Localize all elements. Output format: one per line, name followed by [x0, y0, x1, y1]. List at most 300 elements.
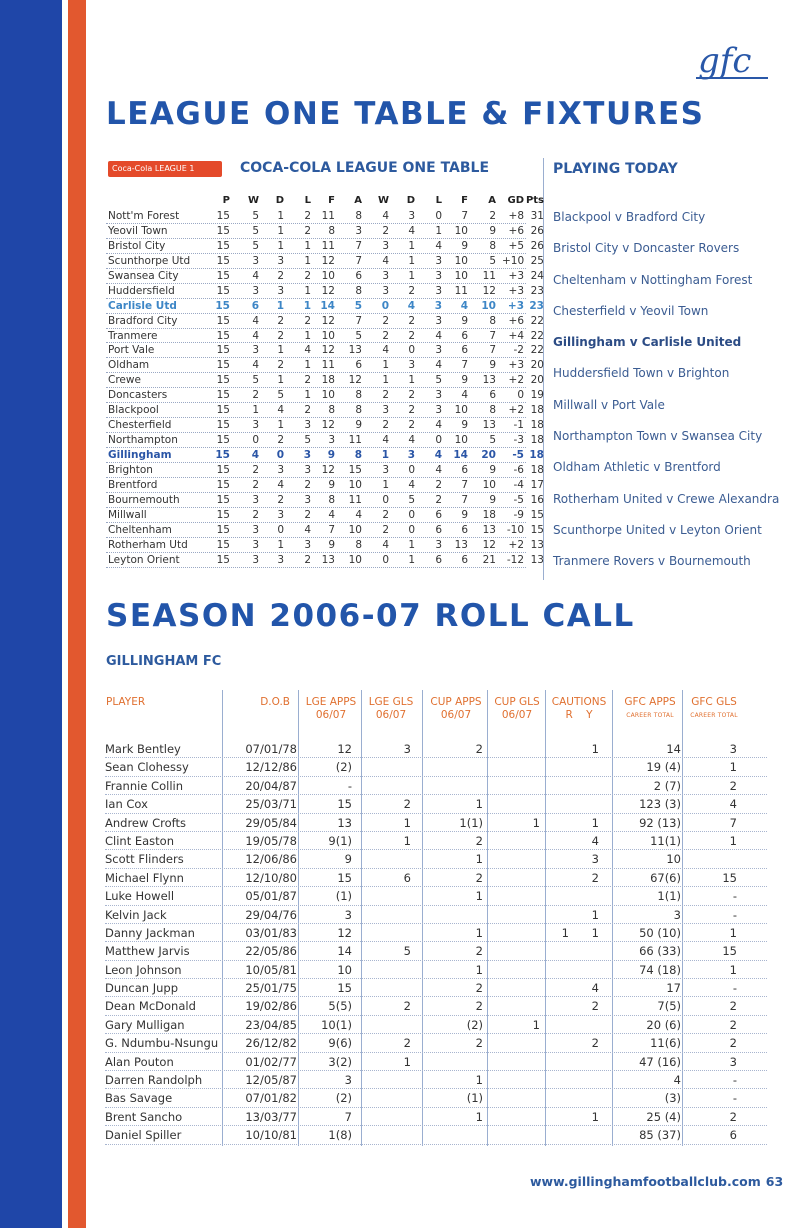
player-gfc-apps: 7(5)	[657, 999, 681, 1014]
league-cell: 2	[382, 314, 389, 327]
fixture-item: Blackpool v Bradford City	[553, 210, 706, 224]
red-side-stripe	[68, 0, 86, 1228]
league-cell: 15	[530, 523, 544, 536]
player-row	[105, 869, 767, 887]
league-cell: 4	[355, 508, 362, 521]
player-lge-gls: 2	[403, 797, 411, 812]
league-row	[106, 493, 544, 508]
league-cell: 12	[321, 344, 335, 357]
player-gfc-gls: 4	[729, 797, 737, 812]
player-lge-apps: 3	[344, 907, 352, 922]
league-cell: 10	[348, 523, 362, 536]
league-cell: 6	[435, 523, 442, 536]
fixtures-list	[553, 202, 780, 578]
league-cell: 6	[435, 553, 442, 566]
player-cup-apps: 2	[475, 870, 483, 885]
team-name: Cheltenham	[108, 523, 172, 536]
league-cell: 15	[216, 463, 230, 476]
league-cell: 8	[328, 493, 335, 506]
league-cell: 2	[304, 553, 311, 566]
league-cell: 2	[382, 523, 389, 536]
player-row	[105, 777, 767, 795]
league-cell: 3	[328, 434, 335, 447]
player-dob: 19/05/78	[245, 833, 297, 848]
league-cell: 2	[382, 224, 389, 237]
club-title: GILLINGHAM FC	[106, 654, 222, 669]
league-cell: 9	[489, 463, 496, 476]
header-lge-apps: LGE APPS 06/07	[305, 696, 357, 721]
league-cell: 4	[252, 314, 259, 327]
league-cell: 2	[408, 284, 415, 297]
league-cell: 23	[530, 284, 544, 297]
player-row	[105, 814, 767, 832]
league-cell: 2	[408, 419, 415, 432]
league-cell: 2	[304, 374, 311, 387]
team-name: Bradford City	[108, 314, 178, 327]
league-cell: 13	[530, 553, 544, 566]
league-cell: 2	[435, 493, 442, 506]
player-lge-apps: 12	[337, 925, 352, 940]
league-cell: 4	[435, 239, 442, 252]
league-col-header: F	[461, 195, 468, 206]
league-cell: 3	[435, 389, 442, 402]
player-name: Michael Flynn	[105, 870, 184, 885]
league-cell: 15	[215, 299, 230, 312]
league-cell: 4	[408, 224, 415, 237]
player-gfc-gls: -	[732, 981, 737, 996]
fixture-item: Tranmere Rovers v Bournemouth	[553, 554, 751, 569]
header-cup-gls: CUP GLS 06/07	[494, 696, 540, 721]
player-lge-apps: 3(2)	[328, 1054, 352, 1069]
player-name: Scott Flinders	[105, 852, 184, 867]
player-lge-apps: 15	[337, 870, 352, 885]
team-name: Blackpool	[108, 404, 159, 417]
team-name: Scunthorpe Utd	[108, 254, 191, 267]
player-dob: 10/10/81	[245, 1128, 297, 1143]
league-cell: 2	[489, 210, 496, 222]
league-cell: 4	[382, 538, 389, 551]
league-cell: 15	[216, 493, 230, 506]
league-cell: 3	[407, 449, 415, 461]
league-cell: 20	[530, 359, 544, 372]
league-cell: 0	[408, 508, 415, 521]
league-cell: 15	[216, 508, 230, 521]
league-cell: 3	[277, 463, 284, 476]
player-gfc-apps: 123 (3)	[639, 797, 681, 812]
player-gfc-gls: 2	[729, 778, 737, 793]
player-y: 4	[591, 833, 599, 848]
league-cell: 8	[355, 210, 362, 222]
player-dob: 13/03/77	[245, 1109, 297, 1124]
league-cell: 10	[454, 224, 468, 237]
league-cell: 14	[320, 299, 335, 312]
league-cell: 4	[382, 254, 389, 267]
league-cell: 10	[454, 404, 468, 417]
league-cell: 15	[216, 359, 230, 372]
league-cell: 19	[530, 389, 544, 402]
team-name: Nott'm Forest	[108, 210, 180, 222]
player-cup-apps: 1(1)	[459, 815, 483, 830]
player-y: 2	[591, 1036, 599, 1051]
league-cell: 1	[382, 359, 389, 372]
header-cautions: CAUTIONS R Y	[551, 696, 607, 721]
league-col-header: P	[222, 195, 230, 206]
fixture-item: Cheltenham v Nottingham Forest	[553, 272, 753, 287]
player-gfc-gls: 1	[729, 925, 737, 940]
league-cell: 3	[277, 553, 284, 566]
league-row	[106, 463, 544, 478]
player-gfc-apps: 74 (18)	[639, 962, 681, 977]
player-lge-apps: (1)	[335, 889, 352, 904]
player-dob: 10/05/81	[245, 962, 297, 977]
player-cup-apps: 1	[475, 1109, 483, 1124]
league-cell: 4	[435, 463, 442, 476]
player-gfc-apps: 50 (10)	[639, 925, 681, 940]
league-cell: 13	[321, 553, 335, 566]
league-cell: 15	[216, 344, 230, 357]
league-cell: -5	[513, 493, 524, 506]
team-name: Swansea City	[108, 269, 179, 282]
player-name: Gary Mulligan	[105, 1017, 185, 1032]
player-cup-apps: 2	[475, 833, 483, 848]
league-cell: 3	[303, 449, 311, 461]
player-cup-apps: 1	[475, 1073, 483, 1088]
player-lge-gls: 1	[403, 1054, 411, 1069]
league-cell: 15	[215, 449, 230, 461]
league-cell: +8	[508, 210, 524, 222]
league-cell: 8	[355, 389, 362, 402]
league-cell: 15	[216, 404, 230, 417]
league-cell: 3	[382, 284, 389, 297]
league-cell: 4	[382, 210, 389, 222]
player-name: Dean McDonald	[105, 999, 196, 1014]
league-cell: 8	[354, 449, 362, 461]
league-cell: 5	[489, 434, 496, 447]
player-gfc-gls: -	[732, 1073, 737, 1088]
league-table-header	[106, 194, 544, 209]
league-cell: +5	[508, 239, 524, 252]
league-table-title: COCA-COLA LEAGUE ONE TABLE	[240, 160, 490, 176]
league-cell: 4	[382, 434, 389, 447]
team-name: Port Vale	[108, 344, 155, 357]
league-cell: 3	[382, 239, 389, 252]
league-cell: -10	[506, 523, 524, 536]
league-cell: 31	[530, 210, 544, 222]
league-cell: 9	[328, 538, 335, 551]
league-cell: 15	[216, 538, 230, 551]
league-cell: 1	[382, 478, 389, 491]
league-row	[106, 284, 544, 299]
league-cell: 15	[216, 254, 230, 267]
player-gfc-apps: 14	[666, 742, 681, 756]
league-cell: 9	[461, 239, 468, 252]
league-cell: 12	[321, 254, 335, 267]
league-cell: 0	[382, 553, 389, 566]
player-row	[105, 1126, 767, 1144]
league-cell: 13	[482, 374, 496, 387]
league-cell: 12	[321, 314, 335, 327]
league-cell: 9	[461, 419, 468, 432]
player-row	[105, 740, 767, 758]
player-row	[105, 906, 767, 924]
league-cell: 7	[355, 254, 362, 267]
league-cell: 15	[216, 224, 230, 237]
sponsor-badge: Coca-Cola LEAGUE 1	[108, 161, 222, 177]
league-cell: 2	[304, 210, 311, 222]
league-cell: 8	[328, 224, 335, 237]
league-col-header: A	[488, 195, 496, 206]
league-cell: 0	[382, 493, 389, 506]
player-gfc-gls: 1	[729, 962, 737, 977]
league-cell: 0	[408, 344, 415, 357]
player-gfc-gls: 2	[729, 1036, 737, 1051]
league-cell: 3	[355, 224, 362, 237]
player-gfc-apps: (3)	[664, 1091, 681, 1106]
player-gfc-apps: 17	[666, 981, 681, 996]
team-name: Yeovil Town	[108, 224, 168, 237]
playing-today-title: PLAYING TODAY	[553, 161, 678, 177]
league-cell: 0	[276, 449, 284, 461]
league-cell: 7	[355, 314, 362, 327]
league-cell: -9	[513, 508, 524, 521]
league-cell: +4	[508, 329, 524, 342]
league-col-header: Pts	[525, 195, 544, 206]
player-name: Kelvin Jack	[105, 907, 167, 922]
league-cell: 1	[304, 329, 311, 342]
league-row	[106, 314, 544, 329]
league-heading: LEAGUE ONE TABLE & FIXTURES	[106, 96, 705, 132]
player-cup-apps: 1	[475, 797, 483, 812]
league-cell: 4	[251, 449, 259, 461]
league-cell: 1	[277, 210, 284, 222]
league-cell: 2	[408, 389, 415, 402]
league-cell: 10	[321, 389, 335, 402]
player-lge-apps: 7	[344, 1109, 352, 1124]
league-cell: 3	[382, 269, 389, 282]
league-cell: 22	[530, 344, 544, 357]
league-cell: 8	[355, 284, 362, 297]
league-row	[106, 448, 544, 463]
league-cell: 11	[482, 269, 496, 282]
team-name: Leyton Orient	[108, 553, 180, 566]
league-cell: 7	[461, 478, 468, 491]
player-gfc-gls: 1	[729, 760, 737, 775]
league-cell: 15	[530, 508, 544, 521]
player-gfc-gls: 7	[729, 815, 737, 830]
player-lge-apps: 5(5)	[328, 999, 352, 1014]
league-cell: 3	[435, 254, 442, 267]
league-cell: 3	[408, 210, 415, 222]
player-row	[105, 795, 767, 813]
player-name: Ian Cox	[105, 797, 148, 812]
team-name: Brighton	[108, 463, 153, 476]
player-lge-apps: 9	[344, 852, 352, 867]
player-dob: 12/05/87	[245, 1073, 297, 1088]
league-cell: 11	[321, 210, 335, 222]
league-cell: 22	[530, 314, 544, 327]
player-gfc-gls: -	[732, 1091, 737, 1106]
league-cell: 6	[489, 389, 496, 402]
league-cell: 3	[382, 404, 389, 417]
league-cell: 6	[461, 463, 468, 476]
player-dob: 25/03/71	[245, 797, 297, 812]
league-cell: 3	[408, 359, 415, 372]
league-cell: 20	[481, 449, 496, 461]
player-cup-apps: 1	[475, 962, 483, 977]
player-y: 1	[591, 925, 599, 940]
team-name: Crewe	[108, 374, 141, 387]
player-gfc-gls: 2	[729, 999, 737, 1014]
player-gfc-apps: 2 (7)	[653, 778, 681, 793]
league-cell: 5	[252, 210, 259, 222]
player-lge-gls: 3	[403, 742, 411, 756]
league-cell: 0	[381, 299, 389, 312]
player-lge-gls: 6	[403, 870, 411, 885]
player-cup-apps: (2)	[466, 1017, 483, 1032]
league-cell: 2	[304, 508, 311, 521]
player-gfc-apps: 1(1)	[657, 889, 681, 904]
league-cell: 2	[382, 508, 389, 521]
league-cell: 3	[252, 553, 259, 566]
player-y: 3	[591, 852, 599, 867]
fixture-item: Gillingham v Carlisle United	[553, 335, 742, 350]
league-cell: 4	[434, 449, 442, 461]
league-cell: 1	[381, 449, 389, 461]
league-cell: 18	[530, 404, 544, 417]
player-cup-apps: 2	[475, 742, 483, 756]
league-cell: 7	[489, 344, 496, 357]
league-cell: 5	[252, 374, 259, 387]
league-cell: 3	[304, 419, 311, 432]
league-cell: -6	[513, 463, 524, 476]
league-cell: 5	[277, 389, 284, 402]
league-cell: +3	[508, 269, 524, 282]
player-cup-apps: 2	[475, 999, 483, 1014]
league-cell: 2	[277, 269, 284, 282]
league-cell: 15	[216, 284, 230, 297]
league-cell: 15	[216, 329, 230, 342]
league-row	[106, 239, 544, 254]
league-cell: 2	[408, 404, 415, 417]
league-cell: 4	[408, 434, 415, 447]
player-gfc-apps: 19 (4)	[646, 760, 681, 775]
page-number: 63	[765, 1174, 784, 1189]
league-cell: 3	[435, 404, 442, 417]
league-cell: 1	[277, 224, 284, 237]
player-name: Mark Bentley	[105, 742, 181, 756]
league-cell: 7	[461, 359, 468, 372]
league-cell: +3	[508, 359, 524, 372]
player-name: Alan Pouton	[105, 1054, 174, 1069]
league-table	[106, 194, 544, 568]
player-y: 1	[591, 742, 599, 756]
league-cell: 8	[489, 239, 496, 252]
player-cup-gls: 1	[532, 815, 540, 830]
player-lge-gls: 2	[403, 1036, 411, 1051]
league-cell: 25	[530, 254, 544, 267]
footer-url[interactable]: www.gillinghamfootballclub.com	[530, 1174, 761, 1189]
league-cell: 13	[530, 538, 544, 551]
blue-side-stripe	[0, 0, 62, 1228]
league-cell: 3	[434, 299, 442, 312]
league-cell: -3	[513, 434, 524, 447]
roll-call-table	[105, 740, 767, 1145]
player-lge-gls: 1	[403, 815, 411, 830]
league-cell: 9	[327, 449, 335, 461]
league-cell: 7	[461, 210, 468, 222]
fixture-item: Scunthorpe United v Leyton Orient	[553, 522, 762, 537]
player-gfc-gls: 1	[729, 833, 737, 848]
league-cell: 8	[355, 404, 362, 417]
player-name: Clint Easton	[105, 833, 175, 848]
league-cell: +3	[508, 284, 524, 297]
league-row	[106, 553, 544, 568]
player-cup-apps: 2	[475, 981, 483, 996]
player-row	[105, 979, 767, 997]
player-dob: 05/01/87	[245, 889, 297, 904]
league-cell: 0	[408, 463, 415, 476]
league-cell: 2	[252, 478, 259, 491]
league-cell: 5	[304, 434, 311, 447]
league-col-header: L	[435, 195, 442, 206]
player-gfc-apps: 92 (13)	[639, 815, 681, 830]
league-cell: 1	[277, 239, 284, 252]
player-lge-gls: 1	[403, 833, 411, 848]
league-cell: 6	[251, 299, 259, 312]
league-cell: 1	[277, 538, 284, 551]
league-row	[106, 329, 544, 344]
player-row	[105, 832, 767, 850]
player-row	[105, 1089, 767, 1107]
player-gfc-apps: 11(6)	[650, 1036, 681, 1051]
fixture-item: Rotherham United v Crewe Alexandra	[553, 491, 780, 506]
league-col-header: GD	[507, 195, 524, 206]
league-cell: 15	[216, 419, 230, 432]
league-cell: +3	[507, 299, 524, 312]
player-row	[105, 961, 767, 979]
league-cell: -2	[513, 344, 524, 357]
player-dob: 07/01/78	[245, 742, 297, 756]
league-cell: 10	[482, 478, 496, 491]
player-row	[105, 758, 767, 776]
league-cell: 3	[252, 538, 259, 551]
player-dob: 12/06/86	[245, 852, 297, 867]
player-dob: 29/05/84	[245, 815, 297, 830]
league-cell: 12	[348, 374, 362, 387]
league-cell: 10	[348, 478, 362, 491]
player-lge-apps: 14	[337, 944, 352, 959]
league-row	[106, 343, 544, 358]
league-cell: 7	[355, 239, 362, 252]
league-cell: 17	[530, 478, 544, 491]
league-row	[106, 299, 544, 314]
league-cell: 12	[482, 284, 496, 297]
league-cell: 15	[216, 269, 230, 282]
league-cell: 1	[304, 239, 311, 252]
league-row	[106, 418, 544, 433]
league-cell: 9	[489, 493, 496, 506]
league-cell: +6	[508, 314, 524, 327]
league-cell: 10	[321, 269, 335, 282]
player-y: 1	[591, 907, 599, 922]
league-cell: +2	[508, 404, 524, 417]
league-cell: 15	[216, 210, 230, 222]
player-lge-gls: 2	[403, 999, 411, 1014]
league-cell: 4	[408, 478, 415, 491]
player-cup-apps: 1	[475, 889, 483, 904]
league-cell: 6	[461, 344, 468, 357]
player-lge-apps: 9(6)	[328, 1036, 352, 1051]
